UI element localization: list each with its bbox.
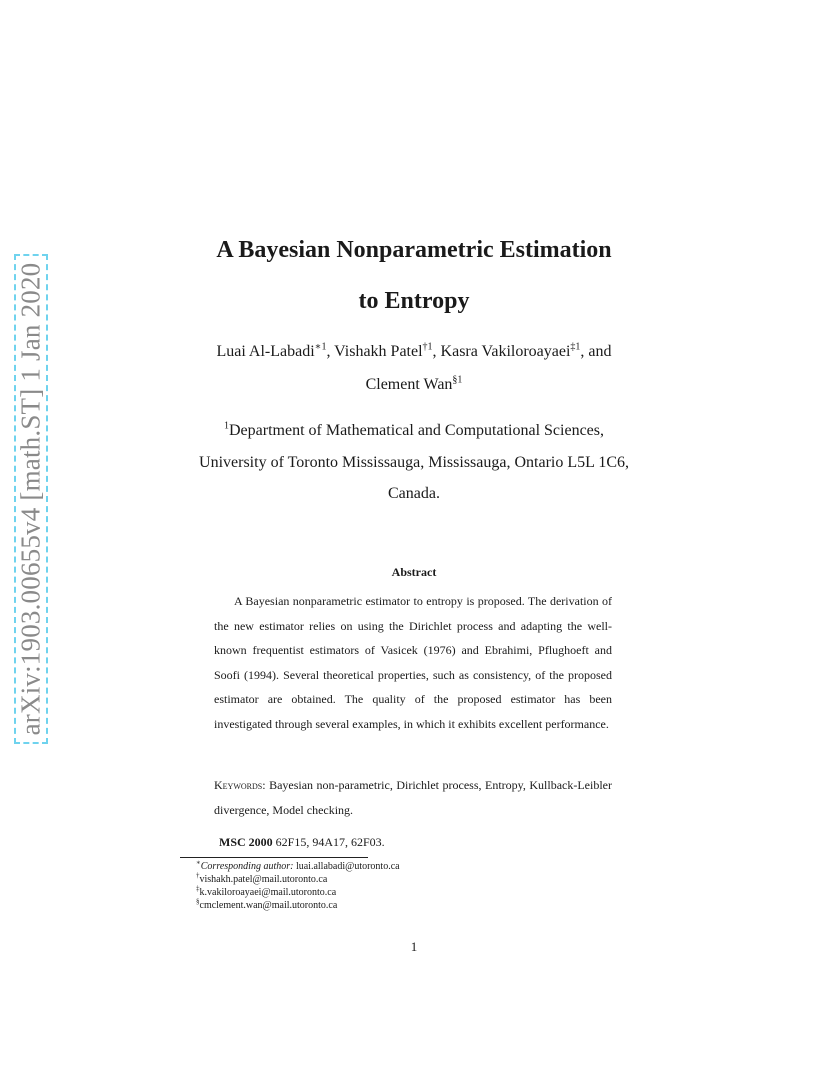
keywords-text: Bayesian non-parametric, Dirichlet process, Entropy, Kullback-Leibler divergence, Model checking. xyxy=(214,778,612,817)
author-footnote-mark: ∗1 xyxy=(314,341,327,353)
footnote-rule xyxy=(180,857,368,858)
keywords xyxy=(214,773,612,822)
footnote-email: cmclement.wan@mail.utoronto.ca xyxy=(199,900,338,911)
arxiv-stamp xyxy=(0,0,58,1072)
affiliation-line-3: Canada. xyxy=(388,485,440,502)
affiliation-mark: 1 xyxy=(224,420,229,432)
msc-label: MSC 2000 xyxy=(219,835,273,849)
page-number: 1 xyxy=(410,939,418,954)
msc-classification xyxy=(219,835,385,850)
footnote-email: k.vakiloroayaei@mail.utoronto.ca xyxy=(199,887,337,898)
footnote-mark: ‡ xyxy=(196,884,200,893)
author-separator: , xyxy=(432,343,441,360)
footnote-mark: ∗ xyxy=(196,858,201,867)
abstract-text: A Bayesian nonparametric estimator to entropy is proposed. The derivation of the new estimator relies on using the Dirichlet process and adapting the well-known frequentist estimators of Vasicek (1976) and Ebrahimi, Pflughoeft and Soofi (1994). Several theoretical properties, such as consistency, of the proposed estimator are obtained. The quality of the proposed estimator has been investigated through several examples, in which it exhibits excellent performance. xyxy=(214,594,612,731)
footnote-label: Corresponding author: xyxy=(200,861,294,872)
author-line-2 xyxy=(0,376,828,394)
affiliation-line-1 xyxy=(0,422,828,440)
author-footnote-mark: †1 xyxy=(422,341,433,353)
footnote-mark: § xyxy=(196,897,200,906)
author-separator: , xyxy=(326,343,335,360)
author-separator: , and xyxy=(580,343,612,360)
affiliation-line-2: University of Toronto Mississauga, Mississauga, Ontario L5L 1C6, xyxy=(199,454,629,471)
footnote-mark: † xyxy=(196,871,200,880)
footnote xyxy=(196,873,400,886)
author-name: Vishakh Patel xyxy=(334,343,423,360)
affiliation-text: Department of Mathematical and Computational Sciences, xyxy=(229,422,604,439)
msc-codes: 62F15, 94A17, 62F03. xyxy=(272,835,385,849)
footnote xyxy=(196,886,400,899)
author-name: Luai Al-Labadi xyxy=(216,343,315,360)
author-name: Clement Wan xyxy=(365,376,453,393)
author-footnote-mark: ‡1 xyxy=(570,341,581,353)
footnote-email: vishakh.patel@mail.utoronto.ca xyxy=(199,874,328,885)
footnote xyxy=(196,899,400,912)
abstract-heading: Abstract xyxy=(391,565,437,579)
arxiv-stamp-text: arXiv:1903.00655v4 [math.ST] 1 Jan 2020 xyxy=(15,262,46,736)
keywords-label: Keywords: xyxy=(214,778,266,792)
author-name: Kasra Vakiloroayaei xyxy=(440,343,571,360)
footnote-email: luai.allabadi@utoronto.ca xyxy=(293,861,400,872)
footnotes xyxy=(196,860,400,912)
footnote xyxy=(196,860,400,873)
author-line-1 xyxy=(0,343,828,361)
abstract-body xyxy=(214,589,612,737)
author-footnote-mark: §1 xyxy=(452,374,463,386)
paper-title-line-1: A Bayesian Nonparametric Estimation xyxy=(216,237,612,263)
paper-title-line-2: to Entropy xyxy=(358,288,470,314)
